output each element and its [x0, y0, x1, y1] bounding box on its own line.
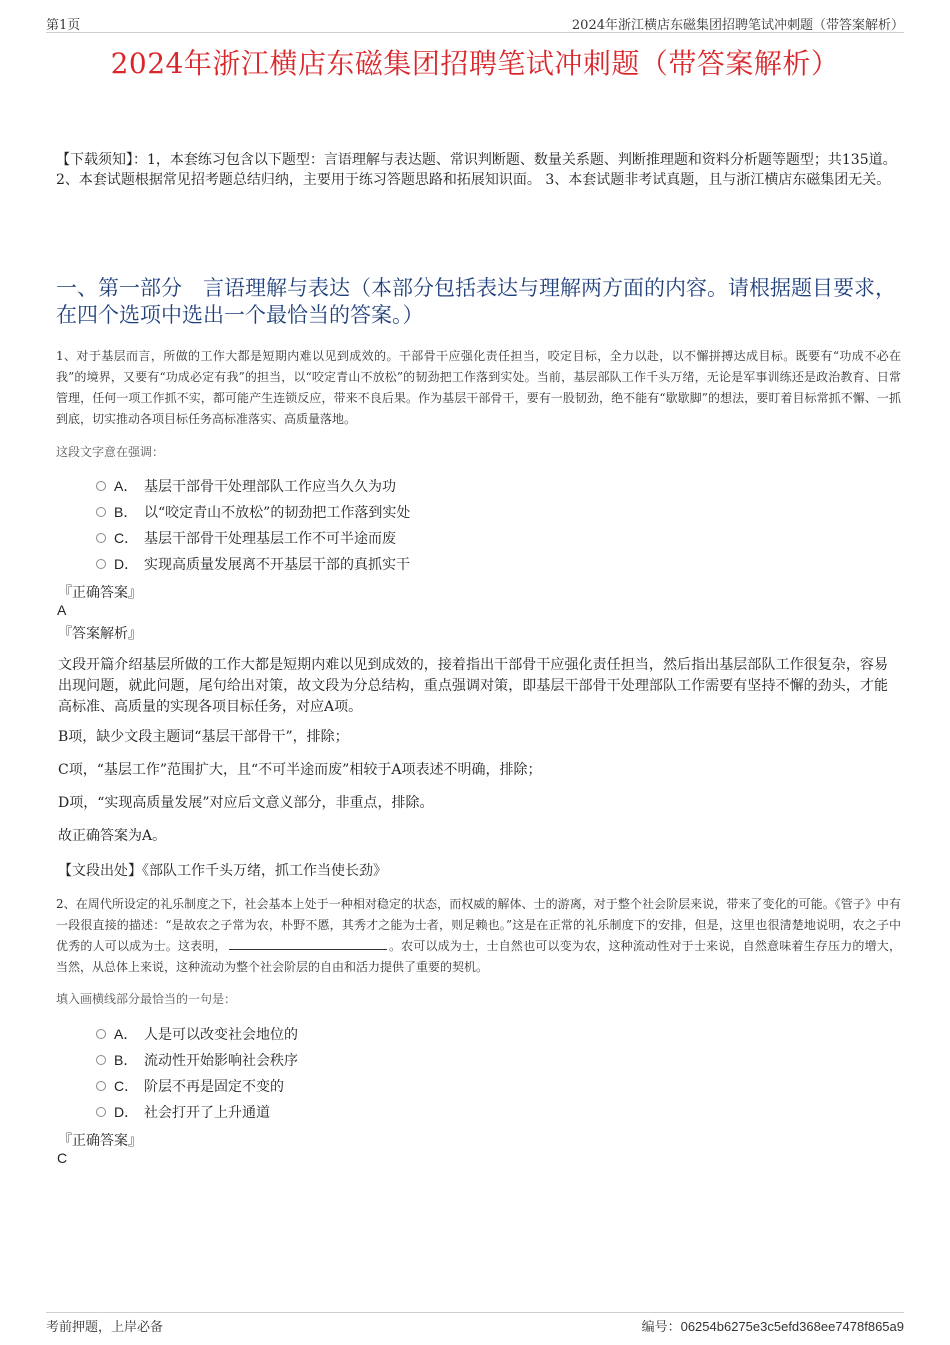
q1-option-c[interactable]: C． 基层干部骨干处理基层工作不可半途而废: [96, 528, 396, 548]
q1-analysis-label: 『答案解析』: [58, 626, 142, 642]
question-1-prompt: 这段文字意在强调：: [56, 445, 165, 459]
q1-source: 【文段出处】《部队工作千头万绪，抓工作当使长劲》: [58, 863, 387, 879]
question-1-text: 1、对于基层而言，所做的工作大都是短期内难以见到成效的。干部骨干应强化责任担当，咬定目标，全力以赴，以不懈拼搏达成目标。既要有“功成不必在我”的境界，又要有“功成必定有我”的担当，以“咬定青山不放松”的韧劲把工作落到实处。当前，基层部队工作千头万绪，无论是军事训练还是政治教育、日常管理，任何一项工作抓不实，都可能产生连锁反应，带来不良后果。作为基层干部骨干，要有一股韧劲，绝不能有“歇歇脚”的想法，要盯着目标常抓不懈、一抓到底，切实推动各项目标任务高标准落实、高质量落地。: [56, 349, 901, 426]
header-doc-title: 2024年浙江横店东磁集团招聘笔试冲刺题（带答案解析）: [571, 18, 904, 33]
q2-answer: C: [57, 1150, 68, 1166]
question-2-text: 2、在周代所设定的礼乐制度之下，社会基本上处于一种相对稳定的状态，而权威的解体、士的游离，对于整个社会阶层来说，带来了变化的可能。《管子》中有一段很直接的描述：“是故农之子常为农，朴野不慝，其秀才之能为士者，则足赖也。”这是在正常的礼乐制度下的安排，但是，这里也很清楚地说明，农之子中优秀的人可以成为士。这表明， 。农可以成为士，士自然也可以变为农，这种流动性对于士来说，自然意味着生存压力的增大，当然，从总体上来说，这种流动为整个社会阶层的自由和活力提供了重要的契机。: [56, 897, 901, 974]
footer-code: 编号：06254b6275e3c5efd368ee7478f865a9: [641, 1319, 904, 1335]
fill-in-blank: [229, 937, 387, 950]
radio-icon[interactable]: [96, 1107, 106, 1117]
q1-analysis-paragraph: 文段开篇介绍基层所做的工作大都是短期内难以见到成效的，接着指出干部骨干应强化责任担当，然后指出基层部队工作很复杂，容易出现问题，就此问题，尾句给出对策，故文段为分总结构，重点强调对策，即基层干部骨干处理部队工作需要有坚持不懈的劲头，才能高标准、高质量的实现各项目标任务，对应A项。: [58, 657, 888, 715]
page-number: 第1页: [46, 18, 81, 33]
q1-analysis-option-b: B项，缺少文段主题词“基层干部骨干”，排除；: [58, 729, 349, 745]
page-header: [46, 14, 904, 33]
q1-analysis-conclusion: 故正确答案为A。: [58, 828, 167, 844]
question-2-prompt: 填入画横线部分最恰当的一句是：: [56, 992, 237, 1006]
q1-answer-label: 『正确答案』: [58, 585, 142, 601]
radio-icon[interactable]: [96, 507, 106, 517]
radio-icon[interactable]: [96, 533, 106, 543]
footer-slogan: 考前押题，上岸必备: [46, 1320, 164, 1335]
q2-option-b[interactable]: B． 流动性开始影响社会秩序: [96, 1050, 298, 1070]
radio-icon[interactable]: [96, 1029, 106, 1039]
document-title: 2024年浙江横店东磁集团招聘笔试冲刺题（带答案解析）: [110, 47, 840, 80]
radio-icon[interactable]: [96, 1055, 106, 1065]
page-footer: [46, 1312, 904, 1335]
q2-option-d[interactable]: D． 社会打开了上升通道: [96, 1102, 270, 1122]
q1-option-b[interactable]: B． 以“咬定青山不放松”的韧劲把工作落到实处: [96, 502, 410, 522]
download-notice: 【下载须知】：1，本套练习包含以下题型：言语理解与表达题、常识判断题、数量关系题、判断推理题和资料分析题等题型；共135道。 2、本套试题根据常见招考题总结归纳，主要用于练习答题思路和拓展知识面。 3、本套试题非考试真题，且与浙江横店东磁集团无关。: [56, 152, 897, 188]
q1-analysis-option-d: D项，“实现高质量发展”对应后文意义部分，非重点，排除。: [58, 795, 434, 811]
q2-answer-label: 『正确答案』: [58, 1133, 142, 1149]
radio-icon[interactable]: [96, 1081, 106, 1091]
q2-option-a[interactable]: A． 人是可以改变社会地位的: [96, 1024, 298, 1044]
q1-analysis-option-c: C项，“基层工作”范围扩大，且“不可半途而废”相较于A项表述不明确，排除；: [58, 762, 542, 778]
radio-icon[interactable]: [96, 481, 106, 491]
q1-option-a[interactable]: A． 基层干部骨干处理部队工作应当久久为功: [96, 476, 396, 496]
section-heading: 一、第一部分 言语理解与表达（本部分包括表达与理解两方面的内容。请根据题目要求，在四个选项中选出一个最恰当的答案。）: [56, 276, 896, 327]
q1-option-d[interactable]: D． 实现高质量发展离不开基层干部的真抓实干: [96, 554, 410, 574]
q1-answer: A: [57, 602, 67, 618]
radio-icon[interactable]: [96, 559, 106, 569]
q2-option-c[interactable]: C． 阶层不再是固定不变的: [96, 1076, 284, 1096]
